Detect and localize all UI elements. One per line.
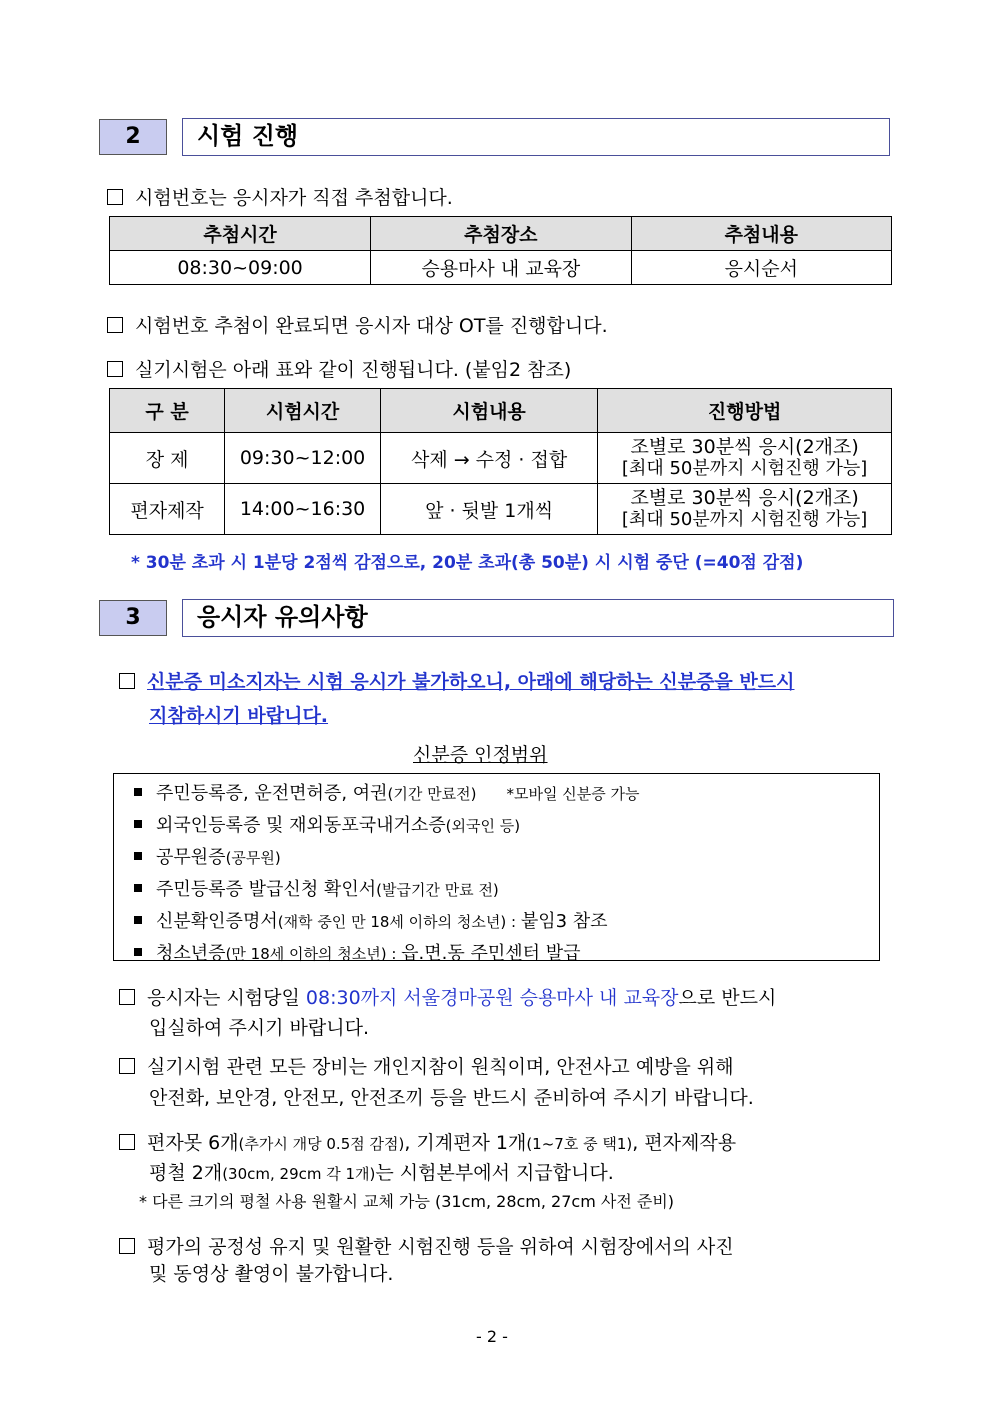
- item-main: 신분확인증명서: [156, 911, 278, 932]
- photo-line: [119, 1232, 734, 1259]
- list-item: [134, 778, 639, 810]
- method-line: [최대 50분까지 시험진행 가능]: [621, 509, 868, 530]
- checkbox-icon: [107, 361, 123, 377]
- list-item: [134, 842, 639, 874]
- bullet-line: [107, 311, 608, 338]
- item-main: 주민등록증 발급신청 확인서: [156, 879, 377, 900]
- list-item: [134, 810, 639, 842]
- checkbox-icon: [119, 1238, 135, 1254]
- table-header: 진행방법: [598, 389, 892, 433]
- list-item: [134, 906, 639, 938]
- supply-text: 는 시험본부에서 지급합니다.: [375, 1162, 614, 1184]
- arrival-post: 으로 반드시: [678, 987, 777, 1009]
- table-header: 추첨장소: [371, 217, 631, 251]
- id-list-box: [113, 773, 880, 964]
- bullet-line: [107, 355, 571, 382]
- checkbox-icon: [107, 317, 123, 333]
- checkbox-icon: [107, 189, 123, 205]
- bullet-line: [107, 183, 453, 210]
- arrival-line: [119, 983, 776, 1010]
- item-extra: *모바일 신분증 가능: [506, 785, 640, 803]
- square-bullet-icon: [134, 884, 142, 892]
- line-text: 실기시험은 아래 표와 같이 진행됩니다. (붙임2 참조): [135, 359, 572, 381]
- item-extra: 읍.면.동 주민센터 발급: [401, 943, 581, 964]
- method-line: 조별로 30분씩 응시(2개조): [630, 487, 859, 509]
- square-bullet-icon: [134, 820, 142, 828]
- supply-text: 편자못 6개: [147, 1132, 239, 1154]
- supply-text: , 기계편자 1개: [404, 1132, 527, 1154]
- table-cell: 응시순서: [631, 251, 891, 285]
- item-sub: (만 18세 이하의 청소년) :: [225, 945, 402, 963]
- supply-line: [119, 1128, 736, 1155]
- item-main: 외국인등록증 및 재외동포국내거소증: [156, 815, 446, 836]
- supply-text: 평철 2개: [149, 1162, 223, 1184]
- table-cell: 08:30~09:00: [110, 251, 371, 285]
- square-bullet-icon: [134, 852, 142, 860]
- square-bullet-icon: [134, 916, 142, 924]
- supply-line-2: [149, 1158, 614, 1185]
- item-sub: (외국인 등): [445, 817, 521, 835]
- photo-text: 평가의 공정성 유지 및 원활한 시험진행 등을 위하여 시험장에서의 사진: [147, 1236, 734, 1258]
- table-cell: 장 제: [110, 433, 225, 484]
- item-sub: (공무원): [225, 849, 281, 867]
- equipment-text: 실기시험 관련 모든 장비는 개인지참이 원칙이며, 안전사고 예방을 위해: [147, 1056, 734, 1078]
- page-number: - 2 -: [476, 1327, 508, 1346]
- table-cell: 승용마사 내 교육장: [371, 251, 631, 285]
- supply-note: * 다른 크기의 평철 사용 원활시 교체 가능 (31cm, 28cm, 27cm 사전 준비): [139, 1192, 675, 1211]
- id-notice-text-2: 지참하시기 바랍니다.: [149, 705, 329, 727]
- checkbox-icon: [119, 673, 135, 689]
- table-cell: 09:30~12:00: [225, 433, 381, 484]
- section-title: 시험 진행: [182, 118, 890, 156]
- supply-sub: (30cm, 29cm 각 1개): [222, 1165, 376, 1183]
- arrival-line-2: 입실하여 주시기 바랍니다.: [149, 1017, 370, 1039]
- section-number: 2: [99, 119, 167, 155]
- list-item: [134, 874, 639, 906]
- id-notice: [119, 667, 794, 694]
- table-header: 시험시간: [225, 389, 381, 433]
- table-cell: 편자제작: [110, 484, 225, 535]
- table-cell: [598, 484, 892, 535]
- table-cell: 앞 · 뒷발 1개씩: [380, 484, 597, 535]
- method-line: 조별로 30분씩 응시(2개조): [630, 436, 859, 458]
- equipment-line-2: 안전화, 보안경, 안전모, 안전조끼 등을 반드시 준비하여 주시기 바랍니다.: [149, 1087, 754, 1109]
- table-header: 구 분: [110, 389, 225, 433]
- penalty-note: * 30분 초과 시 1분당 2점씩 감점으로, 20분 초과(총 50분) 시 시험 중단 (=40점 감점): [131, 553, 804, 573]
- id-notice-text: 신분증 미소지자는 시험 응시가 불가하오니, 아래에 해당하는 신분증을 반드시: [147, 671, 795, 693]
- checkbox-icon: [119, 1058, 135, 1074]
- square-bullet-icon: [134, 948, 142, 956]
- supply-sub: (추가시 개당 0.5점 감점): [238, 1135, 405, 1153]
- line-text: 시험번호는 응시자가 직접 추첨합니다.: [135, 187, 453, 209]
- square-bullet-icon: [134, 788, 142, 796]
- item-sub: (기간 만료전): [387, 785, 477, 803]
- checkbox-icon: [119, 989, 135, 1005]
- id-list: [134, 778, 639, 970]
- arrival-pre: 응시자는 시험당일: [147, 987, 306, 1009]
- method-line: [최대 50분까지 시험진행 가능]: [621, 458, 868, 479]
- section-title: 응시자 유의사항: [182, 599, 894, 637]
- list-item: [134, 938, 639, 970]
- id-box-title: 신분증 인정범위: [413, 744, 548, 766]
- table-cell: 삭제 → 수정 · 접합: [380, 433, 597, 484]
- line-text: 시험번호 추첨이 완료되면 응시자 대상 OT를 진행합니다.: [135, 315, 608, 337]
- item-sub: (발급기간 만료 전): [376, 881, 499, 899]
- table-cell: 14:00~16:30: [225, 484, 381, 535]
- equipment-line: [119, 1052, 734, 1079]
- section-number: 3: [99, 600, 167, 636]
- item-sub: (재학 중인 만 18세 이하의 청소년) :: [277, 913, 521, 931]
- supply-sub: (1~7호 중 택1): [526, 1135, 633, 1153]
- schedule-table: [109, 388, 892, 535]
- table-header: 시험내용: [380, 389, 597, 433]
- supply-text: , 편자제작용: [632, 1132, 737, 1154]
- table-cell: [598, 433, 892, 484]
- item-main: 주민등록증, 운전면허증, 여권: [156, 783, 388, 804]
- item-main: 청소년증: [156, 943, 226, 964]
- draw-table: [109, 216, 892, 285]
- table-header: 추첨내용: [631, 217, 891, 251]
- table-header: 추첨시간: [110, 217, 371, 251]
- checkbox-icon: [119, 1134, 135, 1150]
- item-extra: 붙임3 참조: [520, 911, 608, 932]
- photo-line-2: 및 동영상 촬영이 불가합니다.: [149, 1263, 394, 1285]
- item-main: 공무원증: [156, 847, 226, 868]
- arrival-highlight: 08:30까지 서울경마공원 승용마사 내 교육장: [305, 987, 679, 1009]
